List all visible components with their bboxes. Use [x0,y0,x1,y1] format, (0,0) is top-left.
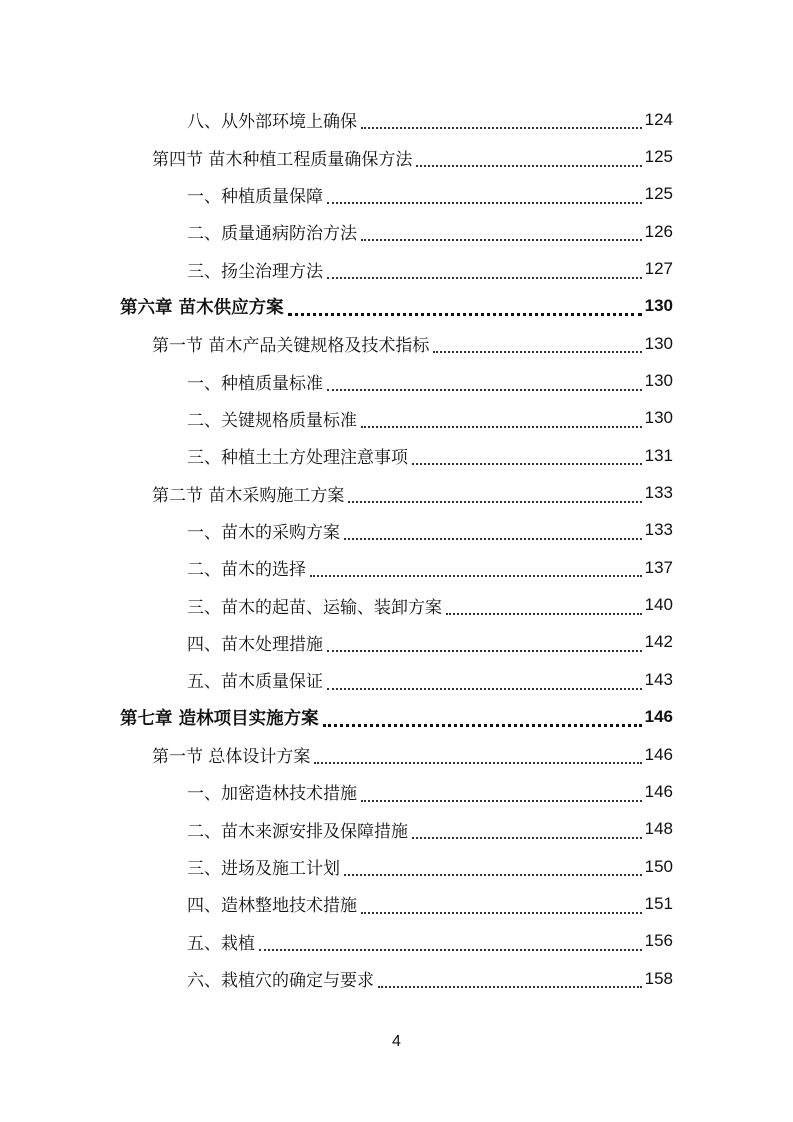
toc-entry[interactable] [0,736,793,773]
toc-entry[interactable] [0,437,793,474]
toc-entry-page: 125 [644,184,673,204]
toc-entry[interactable] [0,960,793,997]
toc-entry-title: 第二节 苗木采购施工方案 [152,485,345,506]
toc-entry-title: 五、栽植 [187,933,255,954]
toc-entry-page: 148 [644,819,673,839]
toc-entry-title: 二、苗木的选择 [187,560,306,581]
toc-entry-page: 131 [644,445,673,465]
toc-dot-leader [344,857,642,876]
table-of-contents [0,101,793,997]
toc-dot-leader [412,446,642,465]
toc-entry[interactable] [0,101,793,138]
toc-dot-leader [361,409,642,428]
toc-entry-title: 第四节 苗木种植工程质量确保方法 [152,149,413,170]
toc-entry-title: 第一节 苗木产品关键规格及技术指标 [152,336,430,357]
toc-entry-title: 八、从外部环境上确保 [187,112,357,133]
toc-entry[interactable] [0,176,793,213]
toc-entry-title: 二、苗木来源安排及保障措施 [187,821,408,842]
toc-entry[interactable] [0,325,793,362]
toc-entry-page: 146 [644,744,673,764]
toc-entry[interactable] [0,549,793,586]
toc-entry-title: 四、苗木处理措施 [187,634,323,655]
toc-dot-leader [323,706,642,727]
toc-dot-leader [446,596,642,615]
toc-dot-leader [433,334,641,353]
toc-entry-page: 146 [644,781,673,801]
toc-dot-leader [412,820,642,839]
page-number: 4 [392,1033,401,1050]
toc-dot-leader [378,969,642,988]
toc-entry[interactable] [0,885,793,922]
toc-entry-title: 第一节 总体设计方案 [152,747,311,768]
toc-entry-title: 二、关键规格质量标准 [187,410,357,431]
toc-entry[interactable] [0,213,793,250]
toc-entry-page: 126 [644,221,673,241]
toc-entry-title: 三、种植土土方处理注意事项 [187,448,408,469]
toc-entry-page: 130 [644,408,673,428]
toc-entry-title: 一、种植质量标准 [187,373,323,394]
toc-entry-title: 一、苗木的采购方案 [187,522,340,543]
toc-dot-leader [361,783,642,802]
toc-entry[interactable] [0,773,793,810]
toc-dot-leader [327,185,642,204]
toc-entry-page: 151 [644,893,673,913]
toc-entry-page: 156 [644,931,673,951]
toc-entry-title: 一、加密造林技术措施 [187,784,357,805]
toc-entry-page: 158 [644,968,673,988]
toc-entry[interactable] [0,923,793,960]
toc-entry[interactable] [0,138,793,175]
toc-entry-page: 140 [644,595,673,615]
toc-entry[interactable] [0,250,793,287]
toc-entry-page: 146 [644,707,673,727]
toc-entry-page: 137 [644,557,673,577]
toc-entry-title: 一、种植质量保障 [187,186,323,207]
toc-dot-leader [416,148,641,167]
toc-dot-leader [327,372,642,391]
toc-entry-page: 130 [644,296,673,316]
toc-dot-leader [259,932,642,951]
toc-dot-leader [361,110,642,129]
toc-entry-title: 六、栽植穴的确定与要求 [187,971,374,992]
toc-entry-page: 150 [644,856,673,876]
toc-entry[interactable] [0,288,793,325]
toc-entry-page: 125 [644,147,673,167]
toc-entry-title: 四、造林整地技术措施 [187,896,357,917]
toc-entry[interactable] [0,362,793,399]
toc-entry-page: 124 [644,109,673,129]
toc-entry-title: 三、扬尘治理方法 [187,261,323,282]
toc-dot-leader [361,895,642,914]
toc-entry-title: 第六章 苗木供应方案 [120,297,284,318]
toc-dot-leader [314,745,641,764]
toc-dot-leader [327,633,642,652]
toc-entry[interactable] [0,811,793,848]
toc-entry[interactable] [0,400,793,437]
toc-entry[interactable] [0,586,793,623]
toc-entry-title: 二、质量通病防治方法 [187,224,357,245]
toc-entry-title: 三、苗木的起苗、运输、装卸方案 [187,597,442,618]
toc-entry-page: 143 [644,669,673,689]
toc-dot-leader [327,671,642,690]
toc-dot-leader [361,222,642,241]
toc-dot-leader [327,260,642,279]
toc-entry[interactable] [0,474,793,511]
toc-entry-title: 三、进场及施工计划 [187,859,340,880]
toc-entry-title: 第七章 造林项目实施方案 [120,708,319,729]
toc-dot-leader [348,484,641,503]
toc-entry[interactable] [0,699,793,736]
toc-dot-leader [288,296,642,317]
toc-dot-leader [310,558,642,577]
toc-dot-leader [344,521,642,540]
toc-entry-page: 130 [644,333,673,353]
toc-entry-page: 130 [644,371,673,391]
toc-entry-page: 142 [644,632,673,652]
toc-entry-page: 133 [644,520,673,540]
toc-entry-title: 五、苗木质量保证 [187,672,323,693]
toc-entry-page: 127 [644,259,673,279]
toc-entry[interactable] [0,624,793,661]
toc-entry[interactable] [0,512,793,549]
toc-entry[interactable] [0,848,793,885]
toc-entry[interactable] [0,661,793,698]
toc-entry-page: 133 [644,483,673,503]
